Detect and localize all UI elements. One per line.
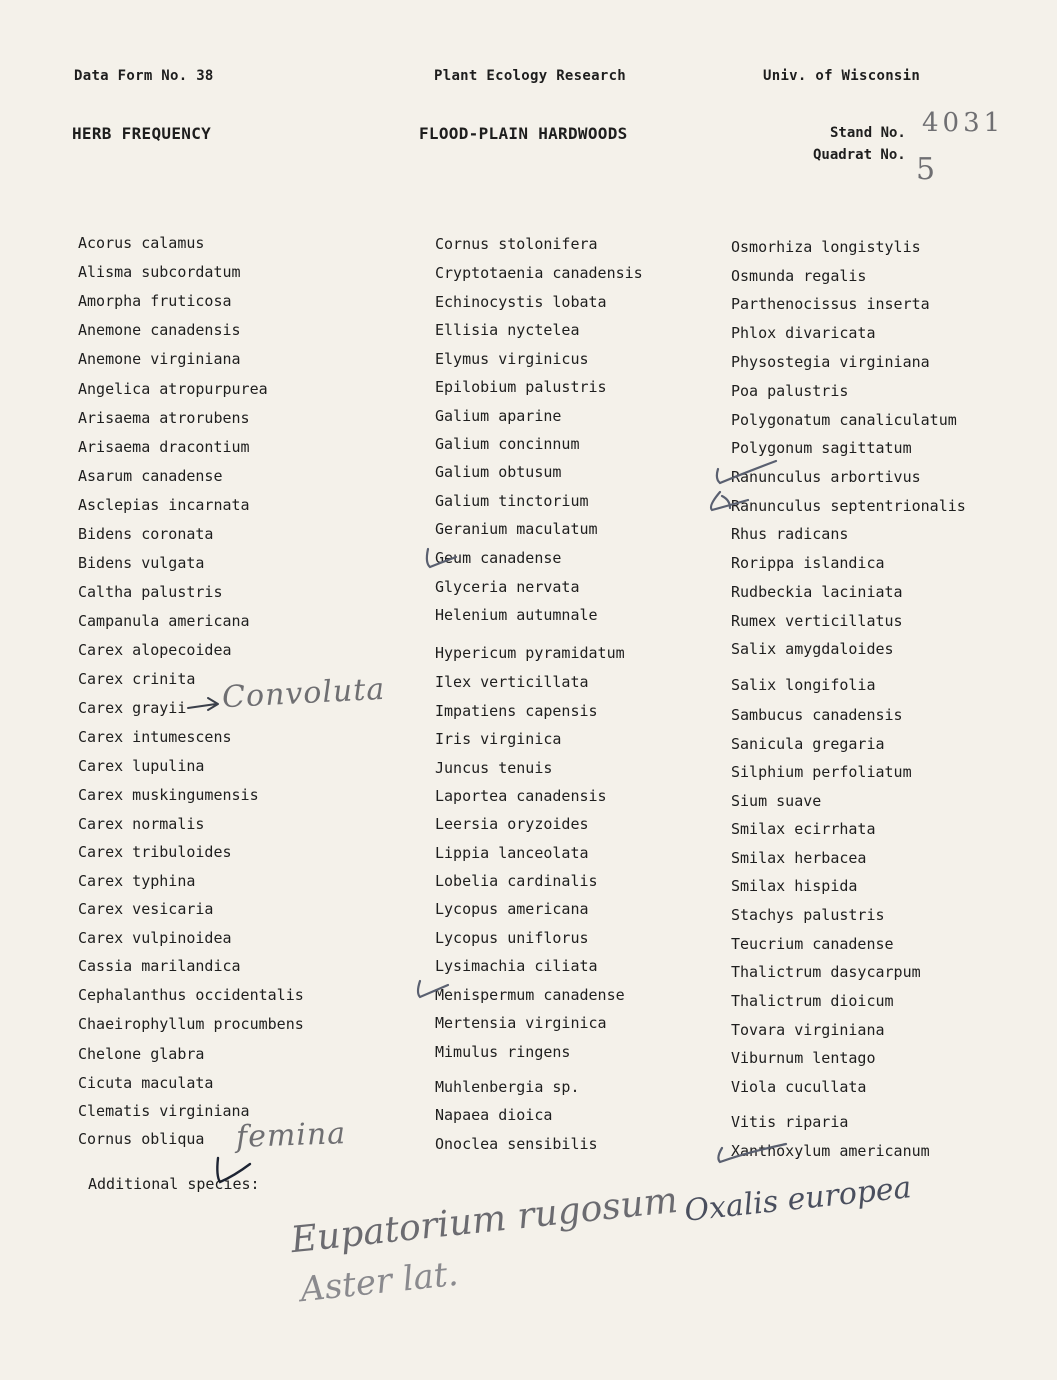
list-item: Geranium maculatum [435,520,598,538]
list-item: Hypericum pyramidatum [435,644,625,662]
list-item: Salix amygdaloides [731,640,894,658]
checkmark-icon [708,457,778,487]
list-item: Carex tribuloides [78,843,232,861]
list-item: Carex lupulina [78,757,205,775]
list-item: Smilax ecirrhata [731,820,876,838]
list-item: Silphium perfoliatum [731,763,912,781]
arrow-icon [186,694,226,716]
list-item: Rorippa islandica [731,554,885,572]
list-item: Laportea canadensis [435,787,607,805]
list-item: Juncus tenuis [435,759,553,777]
list-item: Lycopus americana [435,900,589,918]
quadrat-label: Quadrat No. [813,147,906,163]
list-item: Alisma subcordatum [78,263,241,281]
list-item: Bidens coronata [78,525,214,543]
list-item: Thalictrum dioicum [731,992,894,1010]
list-item: Muhlenbergia sp. [435,1078,580,1096]
list-item: Acorus calamus [78,234,205,252]
list-item: Ranunculus septentrionalis [731,497,966,515]
list-item: Viola cucullata [731,1078,867,1096]
list-item: Carex vulpinoidea [78,929,232,947]
list-item: Phlox divaricata [731,324,876,342]
list-item: Carex crinita [78,670,196,688]
list-item: Galium aparine [435,407,562,425]
list-item: Carex typhina [78,872,196,890]
list-item: Lycopus uniflorus [435,929,589,947]
list-item: Lobelia cardinalis [435,872,598,890]
list-item: Cephalanthus occidentalis [78,986,304,1004]
list-item: Chaeirophyllum procumbens [78,1015,304,1033]
list-item: Anemone virginiana [78,350,241,368]
list-item: Asclepias incarnata [78,496,250,514]
checkmark-icon [422,545,458,571]
list-item: Cornus obliqua [78,1130,205,1148]
handwritten-species-eupatorium: Eupatorium rugosum [288,1179,680,1262]
list-item: Xanthoxylum americanum [731,1142,930,1160]
list-item: Cassia marilandica [78,957,241,975]
list-item: Galium tinctorium [435,492,589,510]
list-item: Cryptotaenia canadensis [435,264,643,282]
list-item: Smilax hispida [731,877,858,895]
handwritten-note-convoluta: Convoluta [221,671,387,716]
list-item: Poa palustris [731,382,849,400]
checkmark-icon [708,1138,788,1168]
list-item: Teucrium canadense [731,935,894,953]
list-item: Geum canadense [435,549,562,567]
list-item: Tovara virginiana [731,1021,885,1039]
list-item: Elymus virginicus [435,350,589,368]
list-item: Rudbeckia laciniata [731,583,903,601]
list-item: Echinocystis lobata [435,293,607,311]
stand-label: Stand No. [830,125,906,141]
list-item: Rumex verticillatus [731,612,903,630]
quadrat-value: 5 [916,152,936,187]
list-item: Osmunda regalis [731,267,867,285]
research-label: Plant Ecology Research [434,68,627,84]
list-item: Carex alopecoidea [78,641,232,659]
university-label: Univ. of Wisconsin [763,68,921,84]
list-item: Bidens vulgata [78,554,205,572]
list-item: Carex grayii [78,699,187,717]
list-item: Iris virginica [435,730,562,748]
list-item: Carex muskingumensis [78,786,259,804]
list-item: Lysimachia ciliata [435,957,598,975]
list-item: Polygonatum canaliculatum [731,411,957,429]
list-item: Anemone canadensis [78,321,241,339]
handwritten-species-aster: Aster lat. [298,1253,461,1311]
list-item: Sanicula gregaria [731,735,885,753]
list-item: Mertensia virginica [435,1014,607,1032]
list-item: Galium concinnum [435,435,580,453]
list-item: Sium suave [731,792,822,810]
list-item: Glyceria nervata [435,578,580,596]
list-item: Lippia lanceolata [435,844,589,862]
list-item: Clematis virginiana [78,1102,250,1120]
list-item: Viburnum lentago [731,1049,876,1067]
list-item: Osmorhiza longistylis [731,238,921,256]
handwritten-species-oxalis: Oxalis europea [682,1170,914,1229]
handwritten-note-femina: femina [235,1116,347,1155]
list-item: Leersia oryzoides [435,815,589,833]
list-item: Arisaema atrorubens [78,409,250,427]
form-number: Data Form No. 38 [74,68,214,84]
list-item: Arisaema dracontium [78,438,250,456]
herb-frequency-title: HERB FREQUENCY [72,124,212,143]
list-item: Amorpha fruticosa [78,292,232,310]
list-item: Ilex verticillata [435,673,589,691]
list-item: Carex normalis [78,815,205,833]
list-item: Physostegia virginiana [731,353,930,371]
list-item: Polygonum sagittatum [731,439,912,457]
list-item: Helenium autumnale [435,606,598,624]
additional-species-label: Additional species: [88,1175,260,1193]
list-item: Ranunculus arbortivus [731,468,921,486]
checkmark-icon [410,975,450,1003]
list-item: Ellisia nyctelea [435,321,580,339]
list-item: Carex intumescens [78,728,232,746]
list-item: Menispermum canadense [435,986,625,1004]
list-item: Impatiens capensis [435,702,598,720]
list-item: Stachys palustris [731,906,885,924]
list-item: Parthenocissus inserta [731,295,930,313]
list-item: Cicuta maculata [78,1074,214,1092]
list-item: Thalictrum dasycarpum [731,963,921,981]
list-item: Napaea dioica [435,1106,553,1124]
list-item: Asarum canadense [78,467,223,485]
list-item: Cornus stolonifera [435,235,598,253]
stand-value: 4031 [922,108,1005,138]
list-item: Galium obtusum [435,463,562,481]
list-item: Onoclea sensibilis [435,1135,598,1153]
list-item: Chelone glabra [78,1045,205,1063]
list-item: Sambucus canadensis [731,706,903,724]
list-item: Caltha palustris [78,583,223,601]
list-item: Mimulus ringens [435,1043,571,1061]
list-item: Smilax herbacea [731,849,867,867]
list-item: Angelica atropurpurea [78,380,268,398]
list-item: Carex vesicaria [78,900,214,918]
list-item: Salix longifolia [731,676,876,694]
list-item: Vitis riparia [731,1113,849,1131]
list-item: Campanula americana [78,612,250,630]
list-item: Epilobium palustris [435,378,607,396]
checkmark-icon [704,486,764,516]
community-title: FLOOD-PLAIN HARDWOODS [419,124,628,143]
list-item: Rhus radicans [731,525,849,543]
